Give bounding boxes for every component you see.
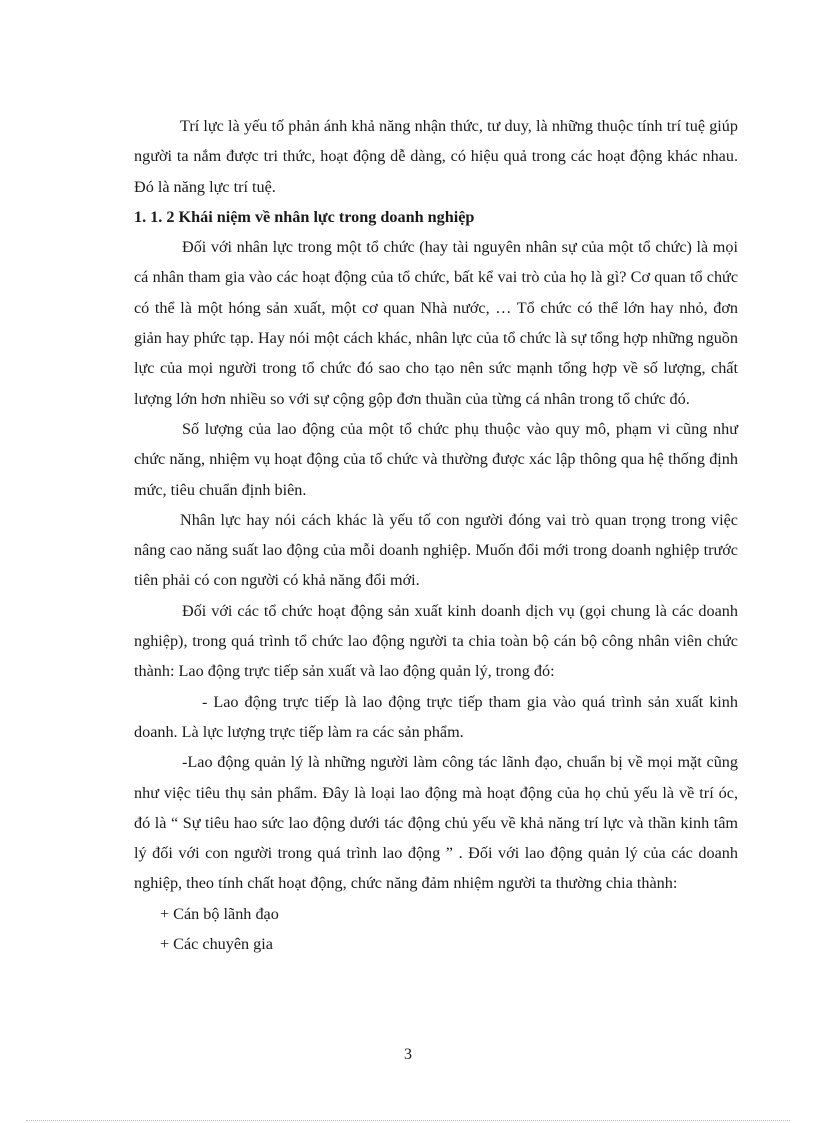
body-text (134, 111, 738, 959)
list-item: + Các chuyên gia (160, 935, 273, 954)
paragraph: Đối với nhân lực trong một tổ chức (hay tài nguyên nhân sự của một tổ chức) là mọi cá nhân tham gia vào các hoạt động của tổ chức, bất kể vai trò của họ là gì? Cơ quan tổ chức có thể là một hóng sản xuất, một cơ quan Nhà nước, … Tổ chức có thể lớn hay nhỏ, đơn giản hay phức tạp. Hay nói một cách khác, nhân lực của tổ chức là sự tổng hợp những nguồn lực của mọi người trong tổ chức đó sao cho tạo nên sức mạnh tổng hợp về số lượng, chất lượng lớn hơn nhiều so với sự cộng gộp đơn thuần của từng cá nhân trong tổ chức đó. (134, 238, 738, 408)
page-bottom-divider (26, 1120, 790, 1121)
list-item: + Cán bộ lãnh đạo (160, 904, 279, 923)
paragraph: Số lượng của lao động của một tổ chức phụ thuộc vào quy mô, phạm vi cũng như chức năng, nhiệm vụ hoạt động của tổ chức và thường được xác lập thông qua hệ thống định mức, tiêu chuẩn định biên. (134, 419, 738, 499)
paragraph: Đối với các tổ chức hoạt động sản xuất kinh doanh dịch vụ (gọi chung là các doanh nghiệp), trong quá trình tổ chức lao động người ta chia toàn bộ cán bộ công nhân viên chức thành: Lao động trực tiếp sản xuất và lao động quản lý, trong đó: (134, 601, 738, 681)
section-heading: 1. 1. 2 Khái niệm về nhân lực trong doanh nghiệp (134, 207, 475, 226)
paragraph: -Lao động quản lý là những người làm công tác lãnh đạo, chuẩn bị về mọi mặt cũng như việc tiêu thụ sản phẩm. Đây là loại lao động mà hoạt động của họ chủ yếu là về trí óc, đó là “ Sự tiêu hao sức lao động dưới tác động chủ yếu về khả năng trí lực và thần kinh tâm lý đối với con người trong quá trình lao động ” . Đối với lao động quản lý của các doanh nghiệp, theo tính chất hoạt động, chức năng đảm nhiệm người ta thường chia thành: (134, 753, 738, 893)
paragraph: Nhân lực hay nói cách khác là yếu tố con người đóng vai trò quan trọng trong việc nâng cao năng suất lao động của mỗi doanh nghiệp. Muốn đổi mới trong doanh nghiệp trước tiên phải có con người có khả năng đổi mới. (134, 510, 738, 590)
page-number: 3 (404, 1046, 412, 1063)
paragraph: - Lao động trực tiếp là lao động trực tiếp tham gia vào quá trình sản xuất kinh doanh. Là lực lượng trực tiếp làm ra các sản phẩm. (134, 692, 738, 741)
paragraph: Trí lực là yếu tố phản ánh khả năng nhận thức, tư duy, là những thuộc tính trí tuệ giúp người ta nắm được tri thức, hoạt động dễ dàng, có hiệu quả trong các hoạt động khác nhau. Đó là năng lực trí tuệ. (134, 117, 738, 196)
